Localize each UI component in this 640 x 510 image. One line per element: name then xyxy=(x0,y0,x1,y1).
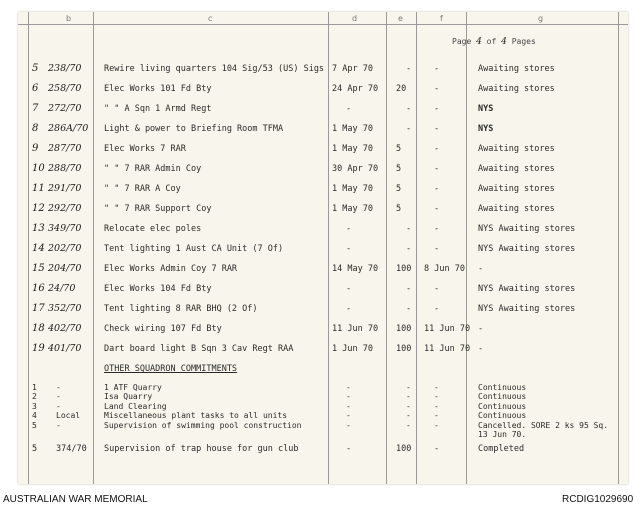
status: NYS Awaiting stores xyxy=(478,244,576,254)
table-row xyxy=(18,100,628,118)
status: Awaiting stores xyxy=(478,84,555,94)
row-number: 12 xyxy=(32,203,45,214)
column-header-f: f xyxy=(440,14,443,23)
job-number: 258/70 xyxy=(48,83,82,94)
row-number: 16 xyxy=(32,283,45,294)
completion-date: 11 Jun 70 xyxy=(424,344,471,354)
status: Awaiting stores xyxy=(478,184,555,194)
status: Completed xyxy=(478,444,525,454)
document-page xyxy=(18,12,628,484)
job-number: 292/70 xyxy=(48,203,82,214)
completion-date: - xyxy=(434,184,440,194)
status: Awaiting stores xyxy=(478,164,555,174)
status: Continuous xyxy=(478,411,527,421)
task-description: Tent lighting 8 RAR BHQ (2 Of) xyxy=(104,304,258,314)
job-number: 401/70 xyxy=(48,343,82,354)
table-row xyxy=(18,240,628,258)
completion-date: - xyxy=(434,420,439,430)
column-header-b: b xyxy=(66,14,72,23)
percent-complete: 5 xyxy=(396,184,402,194)
percent-complete: 100 xyxy=(396,324,412,334)
table-row xyxy=(18,300,628,318)
completion-date: - xyxy=(434,411,439,421)
task-description: Supervision of trap house for gun club xyxy=(104,444,299,454)
header-rule xyxy=(18,24,628,25)
start-date: - xyxy=(346,392,351,402)
job-number: - xyxy=(56,420,61,430)
start-date: 7 Apr 70 xyxy=(332,64,373,74)
job-number: 288/70 xyxy=(48,163,82,174)
row-number: 2 xyxy=(32,392,37,402)
start-date: - xyxy=(346,401,351,411)
percent-complete: - xyxy=(406,224,412,234)
task-description: Dart board light B Sqn 3 Cav Regt RAA xyxy=(104,344,294,354)
table-row xyxy=(18,340,628,358)
column-header-d: d xyxy=(352,14,358,23)
row-number: 11 xyxy=(32,183,45,194)
row-number: 1 xyxy=(32,383,37,392)
task-description: " " 7 RAR A Coy xyxy=(104,184,181,194)
table-row xyxy=(18,80,628,98)
row-number: 4 xyxy=(32,411,37,421)
start-date: - xyxy=(346,444,352,454)
row-number: 13 xyxy=(32,223,45,234)
column-header-g: g xyxy=(538,14,544,23)
completion-date: 11 Jun 70 xyxy=(424,324,471,334)
row-number: 18 xyxy=(32,323,45,334)
status: NYS xyxy=(478,124,494,134)
table-row xyxy=(18,200,628,218)
row-number: 10 xyxy=(32,163,45,174)
row-number: 6 xyxy=(32,83,39,94)
job-number: 374/70 xyxy=(56,444,87,454)
job-number: 272/70 xyxy=(48,103,82,114)
footer-id: RCDIG1029690 xyxy=(562,494,634,505)
page-number: Page 4 of 4 Pages xyxy=(452,37,536,47)
completion-date: - xyxy=(434,204,440,214)
task-description: Rewire living quarters 104 Sig/53 (US) Sigs xyxy=(104,64,325,74)
start-date: 1 May 70 xyxy=(332,184,373,194)
percent-complete: 5 xyxy=(396,204,402,214)
status: 13 Jun 70. xyxy=(478,430,527,439)
table-row xyxy=(18,160,628,178)
completion-date: - xyxy=(434,284,440,294)
task-description: Relocate elec poles xyxy=(104,224,202,234)
row-number: 14 xyxy=(32,243,45,254)
start-date: - xyxy=(346,383,351,392)
start-date: 24 Apr 70 xyxy=(332,84,379,94)
task-description: Tent lighting 1 Aust CA Unit (7 Of) xyxy=(104,244,284,254)
status: NYS Awaiting stores xyxy=(478,224,576,234)
start-date: 1 May 70 xyxy=(332,144,373,154)
start-date: 1 Jun 70 xyxy=(332,344,373,354)
table-row xyxy=(18,260,628,278)
column-header-c: c xyxy=(208,14,213,23)
row-number: 15 xyxy=(32,263,45,274)
percent-complete: - xyxy=(406,383,411,392)
job-number: 287/70 xyxy=(48,143,82,154)
task-description: Supervision of swimming pool construction xyxy=(104,420,302,430)
row-number: 8 xyxy=(32,123,39,134)
status: Continuous xyxy=(478,401,527,411)
status: Awaiting stores xyxy=(478,64,555,74)
status: Awaiting stores xyxy=(478,144,555,154)
percent-complete: - xyxy=(406,401,411,411)
start-date: 1 May 70 xyxy=(332,124,373,134)
percent-complete: - xyxy=(406,420,411,430)
row-number: 7 xyxy=(32,103,39,114)
completion-date: - xyxy=(434,84,440,94)
percent-complete: 100 xyxy=(396,264,412,274)
completion-date: - xyxy=(434,104,440,114)
start-date: - xyxy=(346,284,352,294)
percent-complete: - xyxy=(406,124,412,134)
column-header-e: e xyxy=(398,14,403,23)
completion-date: - xyxy=(434,224,440,234)
row-number: 5 xyxy=(32,420,37,430)
job-number: 24/70 xyxy=(48,283,76,294)
status: Cancelled. SORE 2 ks 95 Sq. xyxy=(478,420,609,430)
task-description: Land Clearing xyxy=(104,401,167,411)
percent-complete: - xyxy=(406,411,411,421)
percent-complete: 100 xyxy=(396,344,412,354)
job-number: 238/70 xyxy=(48,63,82,74)
job-number: Local xyxy=(56,411,81,421)
table-row xyxy=(18,220,628,238)
row-number: 5 xyxy=(32,444,38,454)
start-date: 14 May 70 xyxy=(332,264,379,274)
start-date: 11 Jun 70 xyxy=(332,324,379,334)
start-date: - xyxy=(346,224,352,234)
status: Awaiting stores xyxy=(478,204,555,214)
task-description: Isa Quarry xyxy=(104,392,153,402)
percent-complete: 100 xyxy=(396,444,412,454)
status: Continuous xyxy=(478,392,527,402)
row-number: 17 xyxy=(32,303,45,314)
job-number: 202/70 xyxy=(48,243,82,254)
percent-complete: 5 xyxy=(396,164,402,174)
task-description: 1 ATF Quarry xyxy=(104,383,162,392)
completion-date: - xyxy=(434,164,440,174)
table-row xyxy=(18,180,628,198)
status: - xyxy=(478,264,484,274)
percent-complete: - xyxy=(406,64,412,74)
completion-date: - xyxy=(434,244,440,254)
start-date: - xyxy=(346,244,352,254)
task-description: Check wiring 107 Fd Bty xyxy=(104,324,222,334)
status: - xyxy=(478,344,484,354)
job-number: 291/70 xyxy=(48,183,82,194)
task-description: " " A Sqn 1 Armd Regt xyxy=(104,104,212,114)
job-number: 349/70 xyxy=(48,223,82,234)
percent-complete: 5 xyxy=(396,144,402,154)
percent-complete: - xyxy=(406,284,412,294)
start-date: 1 May 70 xyxy=(332,204,373,214)
status: Continuous xyxy=(478,383,527,392)
completion-date: - xyxy=(434,383,439,392)
start-date: - xyxy=(346,420,351,430)
job-number: 352/70 xyxy=(48,303,82,314)
completion-date: - xyxy=(434,124,440,134)
completion-date: - xyxy=(434,444,440,454)
job-number: 402/70 xyxy=(48,323,82,334)
table-row xyxy=(18,140,628,158)
start-date: 30 Apr 70 xyxy=(332,164,379,174)
task-description: Light & power to Briefing Room TFMA xyxy=(104,124,284,134)
percent-complete: - xyxy=(406,244,412,254)
job-number: - xyxy=(56,392,61,402)
job-number: 286A/70 xyxy=(48,123,89,134)
row-number: 19 xyxy=(32,343,45,354)
completion-date: - xyxy=(434,64,440,74)
completion-date: - xyxy=(434,304,440,314)
task-description: Elec Works Admin Coy 7 RAR xyxy=(104,264,238,274)
task-description: Elec Works 101 Fd Bty xyxy=(104,84,212,94)
percent-complete: - xyxy=(406,392,411,402)
status: - xyxy=(478,324,484,334)
job-number: - xyxy=(56,383,61,392)
percent-complete: 20 xyxy=(396,84,407,94)
completion-date: - xyxy=(434,401,439,411)
row-number: 9 xyxy=(32,143,39,154)
footer-credit: AUSTRALIAN WAR MEMORIAL xyxy=(3,494,148,505)
table-row xyxy=(18,320,628,338)
completion-date: 8 Jun 70 xyxy=(424,264,465,274)
row-number: 5 xyxy=(32,63,39,74)
table-row xyxy=(18,440,628,458)
start-date: - xyxy=(346,411,351,421)
completion-date: - xyxy=(434,392,439,402)
task-description: " " 7 RAR Admin Coy xyxy=(104,164,202,174)
section-title: OTHER SQUADRON COMMITMENTS xyxy=(104,364,238,374)
table-row xyxy=(18,280,628,298)
job-number: - xyxy=(56,401,61,411)
start-date: - xyxy=(346,304,352,314)
task-description: Miscellaneous plant tasks to all units xyxy=(104,411,288,421)
status: NYS Awaiting stores xyxy=(478,304,576,314)
status: NYS xyxy=(478,104,494,114)
status: NYS Awaiting stores xyxy=(478,284,576,294)
start-date: - xyxy=(346,104,352,114)
percent-complete: - xyxy=(406,304,412,314)
completion-date: - xyxy=(434,144,440,154)
task-description: " " 7 RAR Support Coy xyxy=(104,204,212,214)
task-description: Elec Works 104 Fd Bty xyxy=(104,284,212,294)
section-heading-row xyxy=(18,360,628,378)
task-description: Elec Works 7 RAR xyxy=(104,144,186,154)
row-number: 3 xyxy=(32,401,37,411)
table-row xyxy=(18,60,628,78)
percent-complete: - xyxy=(406,104,412,114)
table-row xyxy=(18,120,628,138)
job-number: 204/70 xyxy=(48,263,82,274)
